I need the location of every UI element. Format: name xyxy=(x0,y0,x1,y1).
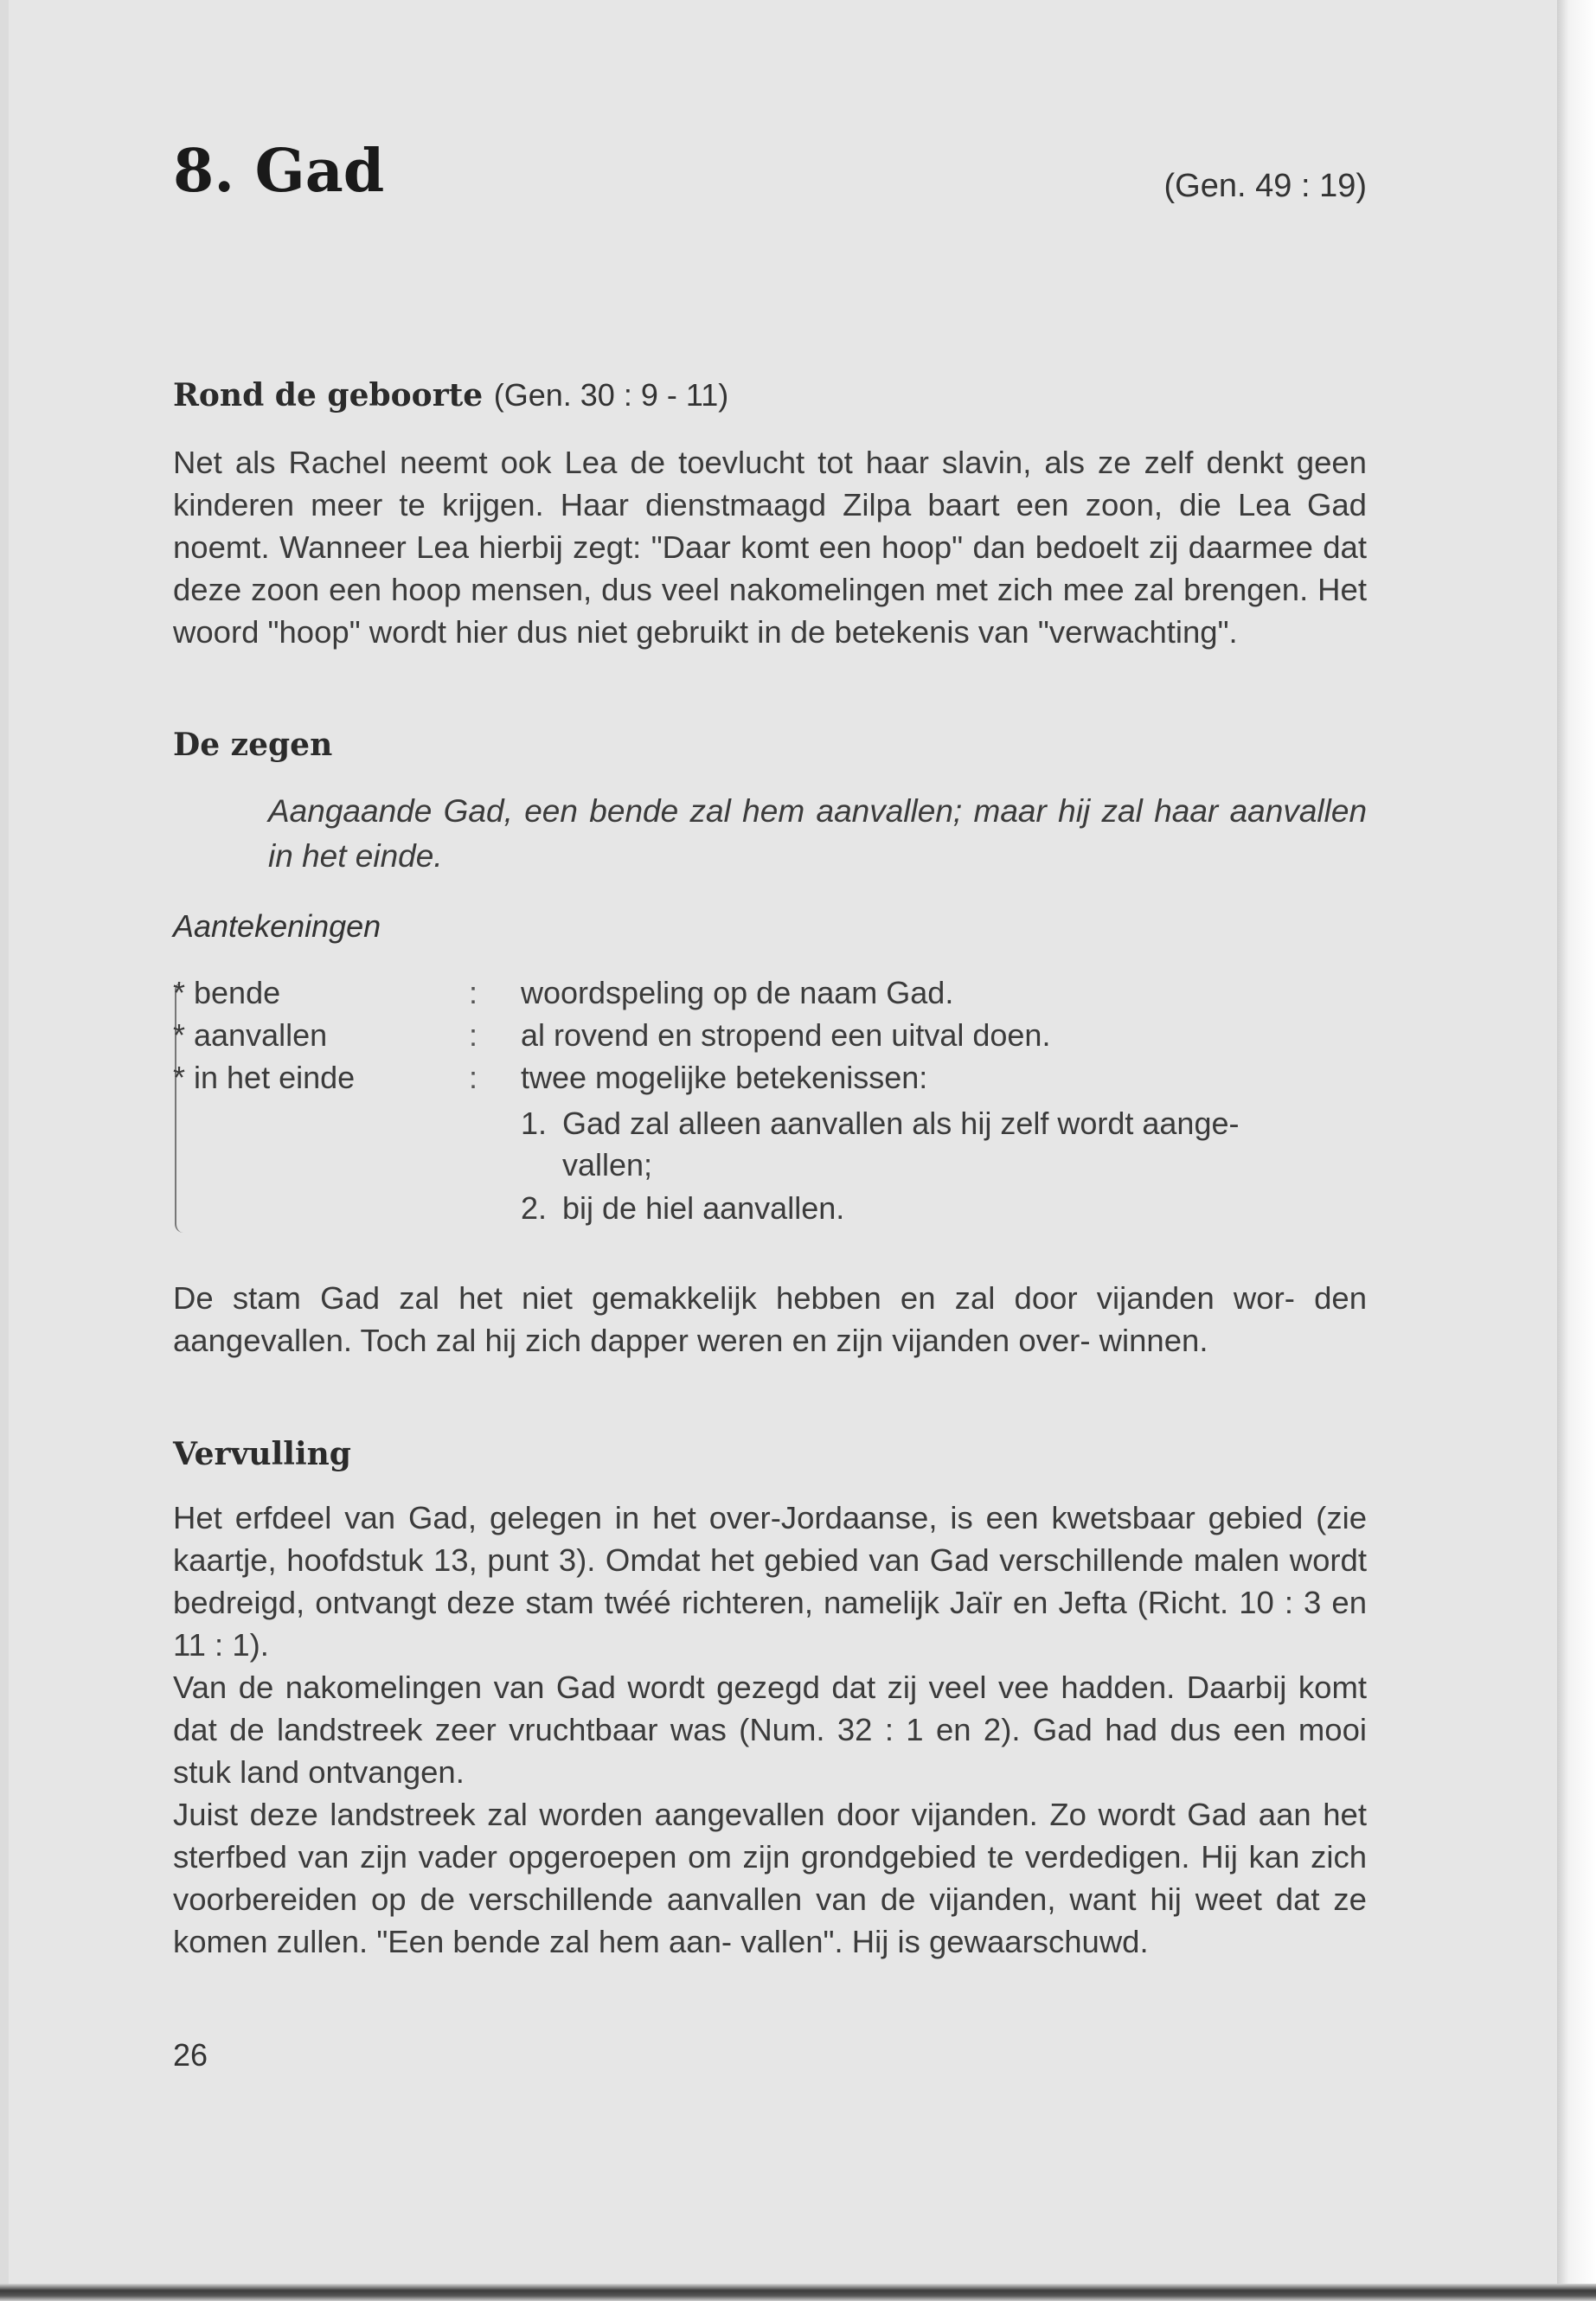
meaning-text: bij de hiel aanvallen. xyxy=(562,1190,845,1226)
page-edge-shadow xyxy=(1557,0,1596,2301)
note-term: * in het einde xyxy=(173,1060,356,1095)
note-definition: woordspeling op de naam Gad. xyxy=(521,975,954,1010)
meaning-text: Gad zal alleen aanvallen als hij zelf wordt aange- xyxy=(562,1106,1240,1141)
text-line: De stam Gad zal het niet gemakkelijk hebben en zal door vijanden wor- xyxy=(173,1280,1295,1316)
quote-line: aanvallen in het einde. xyxy=(268,793,1368,874)
note-colon: : xyxy=(469,1017,478,1053)
section-title-fulfillment: Vervulling xyxy=(173,1436,351,1472)
chapter-header xyxy=(164,130,1367,225)
paragraph-fulfillment xyxy=(173,1497,1367,1963)
section-title-birth: Rond de geboorte xyxy=(173,377,484,413)
text-line: namelijk Jaïr en Jefta (Richt. 10 : 3 en 11 : 1). xyxy=(173,1585,1367,1663)
meaning-text: vallen; xyxy=(562,1147,653,1183)
text-line: vallen". Hij is gewaarschuwd. xyxy=(740,1924,1149,1959)
text-line: de vijanden, want hij weet dat ze komen zullen. "Een bende zal hem aan- xyxy=(173,1881,1367,1959)
text-line: hoop" dan bedoelt zij daarmee dat deze zoon een hoop mensen, dus veel xyxy=(173,529,1367,607)
section-heading-birth xyxy=(173,377,728,413)
blessing-quote xyxy=(268,789,1367,879)
text-line: Gad aan het sterfbed van zijn vader opgeroepen om zijn grondgebied te xyxy=(173,1797,1367,1875)
text-line: verdedigen. Hij kan zich voorbereiden op de verschillende aanvallen van xyxy=(173,1839,1367,1917)
note-colon: : xyxy=(469,975,478,1010)
section-title-blessing: De zegen xyxy=(173,727,333,763)
paragraph-birth xyxy=(173,441,1367,653)
text-line: Juist deze landstreek zal worden aangevallen door vijanden. Zo wordt xyxy=(173,1797,1176,1832)
page-number: 26 xyxy=(173,2037,208,2073)
section-reference-birth: (Gen. 30 : 9 - 11) xyxy=(493,377,729,413)
text-line: verschillende malen wordt bedreigd, ontvangt deze stam twéé richteren, xyxy=(173,1542,1367,1620)
note-term: * bende xyxy=(173,975,281,1010)
quote-line: Aangaande Gad, een bende zal hem aanvallen; maar hij zal haar xyxy=(268,793,1219,829)
notes-heading: Aantekeningen xyxy=(173,908,381,944)
section-heading-blessing xyxy=(173,727,332,763)
meaning-number: 2. xyxy=(521,1190,548,1226)
text-line: den aangevallen. Toch zal hij zich dapper weren en zijn vijanden over- xyxy=(173,1280,1367,1358)
note-definition: al rovend en stropend een uitval doen. xyxy=(521,1017,1051,1053)
text-line: Gad had dus een mooi stuk land ontvangen. xyxy=(173,1712,1367,1790)
book-page xyxy=(9,0,1566,2301)
meaning-number: 1. xyxy=(521,1106,548,1141)
text-line: winnen. xyxy=(1099,1323,1208,1358)
text-line: gebied (zie kaartje, hoofdstuk 13, punt 3). Omdat het gebied van Gad xyxy=(173,1500,1367,1578)
text-line: Daarbij komt dat de landstreek zeer vruchtbaar was (Num. 32 : 1 en 2). xyxy=(173,1670,1367,1747)
text-line: Van de nakomelingen van Gad wordt gezegd dat zij veel vee hadden. xyxy=(173,1670,1176,1705)
text-line: Net als Rachel neemt ook Lea de toevlucht tot haar slavin, als ze zelf xyxy=(173,445,1194,480)
text-line: denkt geen kinderen meer te krijgen. Haar dienstmaagd Zilpa baart een xyxy=(173,445,1367,522)
chapter-title: 8. Gad xyxy=(173,137,385,206)
section-heading-fulfillment xyxy=(173,1436,351,1472)
text-line: Het erfdeel van Gad, gelegen in het over-Jordaanse, is een kwetsbaar xyxy=(173,1500,1195,1535)
paragraph-conclusion xyxy=(173,1277,1367,1362)
page-bottom-edge xyxy=(0,2284,1596,2301)
text-line: nakomelingen met zich mee zal brengen. Het woord "hoop" wordt hier xyxy=(173,572,1367,650)
text-line: dus niet gebruikt in de betekenis van "verwachting". xyxy=(516,614,1238,650)
chapter-reference: (Gen. 49 : 19) xyxy=(1163,168,1367,204)
note-colon: : xyxy=(469,1060,478,1095)
note-definition: twee mogelijke betekenissen: xyxy=(521,1060,928,1095)
text-line: zoon, die Lea Gad noemt. Wanneer Lea hierbij zegt: "Daar komt een xyxy=(173,487,1367,565)
note-term: * aanvallen xyxy=(173,1017,328,1053)
